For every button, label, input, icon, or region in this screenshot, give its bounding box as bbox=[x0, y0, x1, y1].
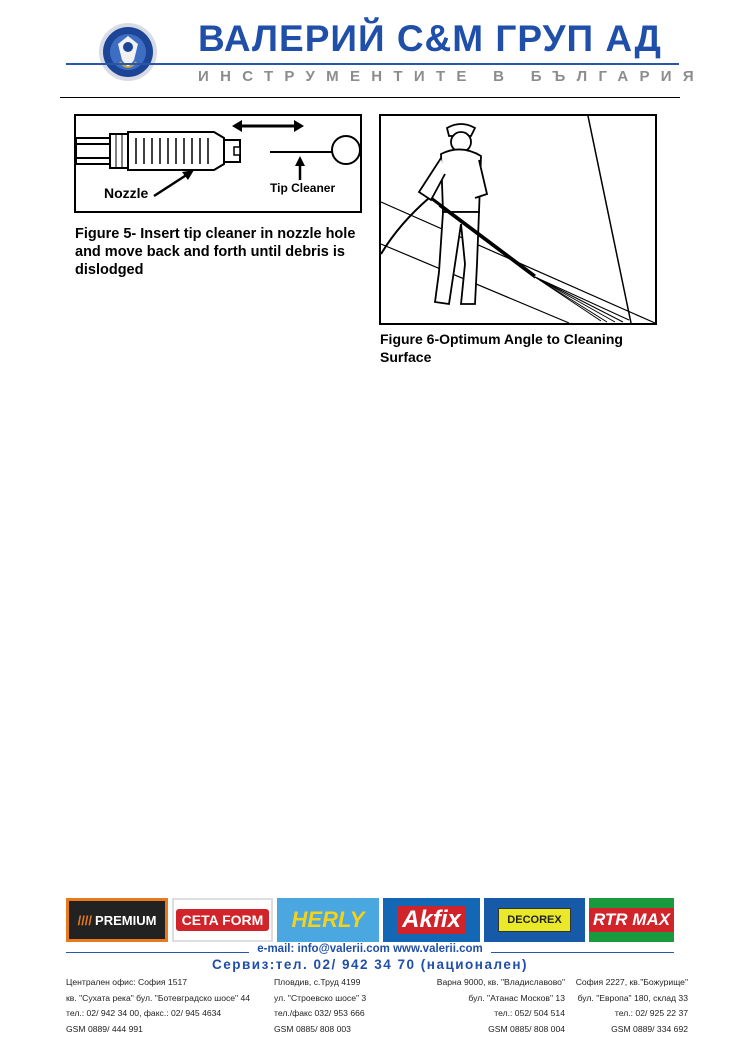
footer-service-phone: Сервиз:тел. 02/ 942 34 70 (национален) bbox=[211, 957, 529, 972]
brand-logo-decorex: DECOREX bbox=[484, 898, 585, 942]
figure-6-caption: Figure 6-Optimum Angle to Cleaning Surface bbox=[380, 331, 623, 365]
figure-6-cleaning-angle-illustration bbox=[379, 114, 657, 325]
company-tagline: ИНСТРУМЕНТИТЕ В БЪЛГАРИЯ bbox=[198, 68, 705, 85]
office-address-plovdiv: Пловдив, с.Труд 4199 ул. "Строевско шосе" 3 тел./факс 032/ 953 666 GSM 0885/ 808 003 bbox=[274, 977, 367, 1034]
tip-cleaner-label: Tip Cleaner bbox=[270, 181, 336, 195]
brand-logo-strip bbox=[66, 898, 674, 942]
brand-logo-cetaform: CETA FORM bbox=[172, 898, 273, 942]
brand-logo-premium: //// PREMIUM bbox=[66, 898, 168, 942]
nozzle-label: Nozzle bbox=[104, 185, 149, 201]
header-divider bbox=[66, 63, 679, 65]
brand-logo-akfix: Akfix bbox=[383, 898, 480, 942]
office-address-varna: Варна 9000, кв. "Владиславово" бул. "Атанас Москов" 13 тел.: 052/ 504 514 GSM 0885/ 808 004 bbox=[436, 977, 565, 1034]
footer-contact-web: e-mail: info@valerii.com www.valerii.com bbox=[66, 943, 674, 955]
brand-logo-herly: HERLY bbox=[277, 898, 379, 942]
figure-5-caption: Figure 5- Insert tip cleaner in nozzle hole and move back and forth until debris is dislodged bbox=[75, 226, 356, 278]
page-top-rule bbox=[60, 97, 680, 98]
brand-logo-rtrmax: RTR MAX bbox=[589, 898, 674, 942]
company-name: ВАЛЕРИЙ С&M ГРУП АД bbox=[198, 18, 662, 59]
office-address-sofia-central: Централен офис: София 1517 кв. "Сухата река" бул. "Ботевградско шосе" 44 тел.: 02/ 942 34 00, факс.: 02/ 945 4634 GSM 0889/ 444 991 bbox=[66, 977, 251, 1034]
office-address-bozhurishte: София 2227, кв."Божурище" бул. "Европа" 180, склад 33 тел.: 02/ 925 22 37 GSM 0889/ 334 692 bbox=[575, 977, 688, 1034]
company-logo-emblem bbox=[98, 22, 158, 82]
